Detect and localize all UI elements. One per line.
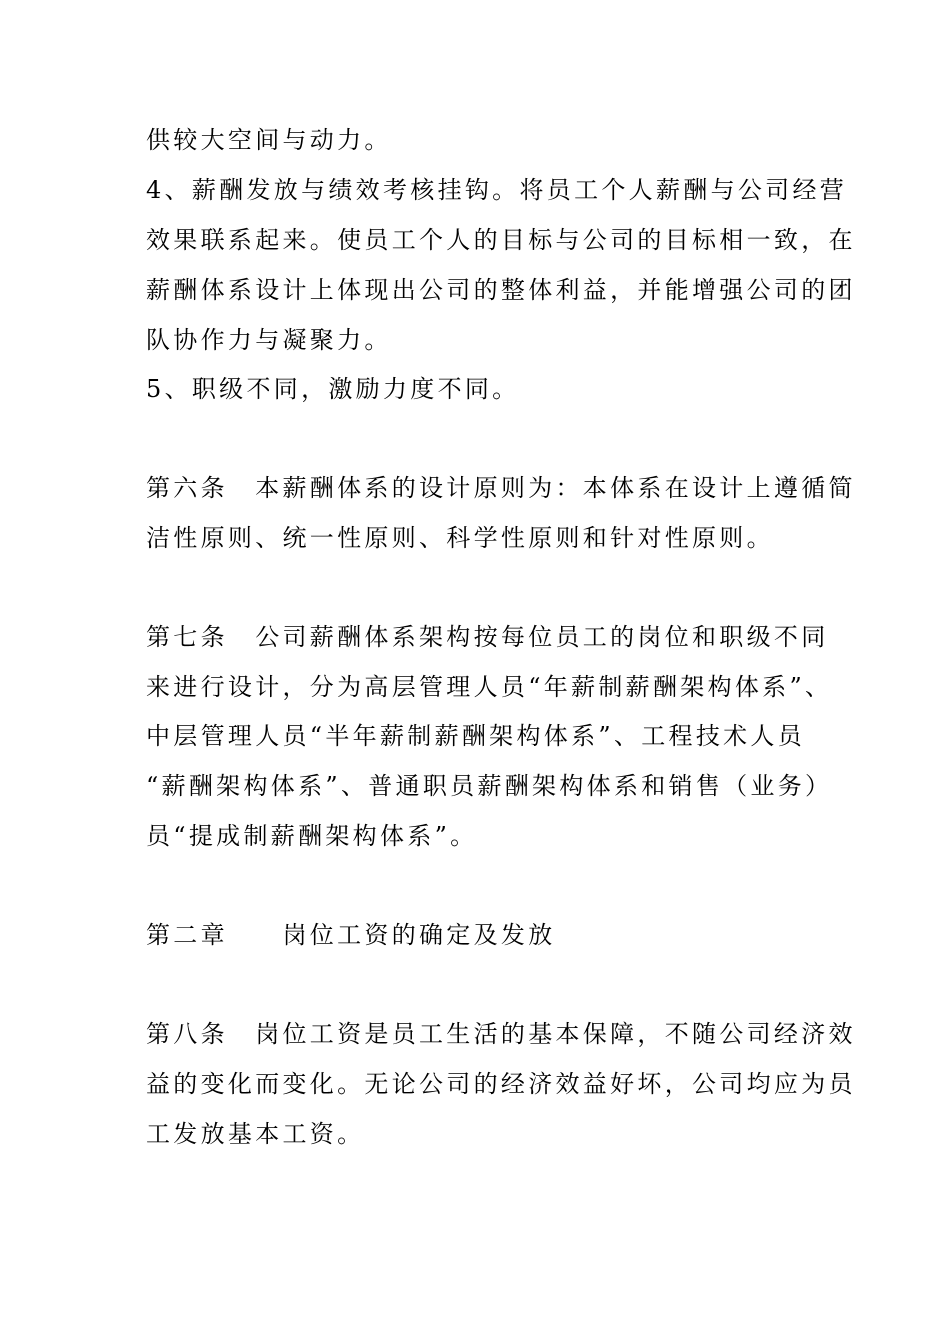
text-line: 来进行设计，分为高层管理人员“年薪制薪酬架构体系”、	[146, 673, 833, 701]
chapter-2-heading: 第二章 岗位工资的确定及发放	[146, 921, 556, 949]
text-line: 益的变化而变化。无论公司的经济效益好坏，公司均应为员	[146, 1070, 856, 1098]
article-7-line: 第七条 公司薪酬体系架构按每位员工的岗位和职级不同	[146, 623, 829, 651]
text-line: 洁性原则、统一性原则、科学性原则和针对性原则。	[146, 524, 774, 552]
text-line: 薪酬体系设计上体现出公司的整体利益，并能增强公司的团	[146, 276, 856, 304]
text-line-item-5: 5、职级不同，激励力度不同。	[146, 375, 520, 403]
text-line: 效果联系起来。使员工个人的目标与公司的目标相一致，在	[146, 226, 856, 254]
article-8-line: 第八条 岗位工资是员工生活的基本保障，不随公司经济效	[146, 1020, 856, 1048]
text-line: 中层管理人员“半年薪制薪酬架构体系”、工程技术人员	[146, 722, 806, 750]
text-line: 员“提成制薪酬架构体系”。	[146, 822, 478, 850]
text-line: “薪酬架构体系”、普通职员薪酬架构体系和销售（业务）	[146, 772, 833, 800]
text-line-item-4: 4、薪酬发放与绩效考核挂钩。将员工个人薪酬与公司经营	[146, 176, 848, 204]
text-line: 工发放基本工资。	[146, 1120, 365, 1148]
article-6-line: 第六条 本薪酬体系的设计原则为：本体系在设计上遵循简	[146, 474, 856, 502]
text-line: 队协作力与凝聚力。	[146, 326, 392, 354]
text-line-continuation: 供较大空间与动力。	[146, 126, 392, 154]
